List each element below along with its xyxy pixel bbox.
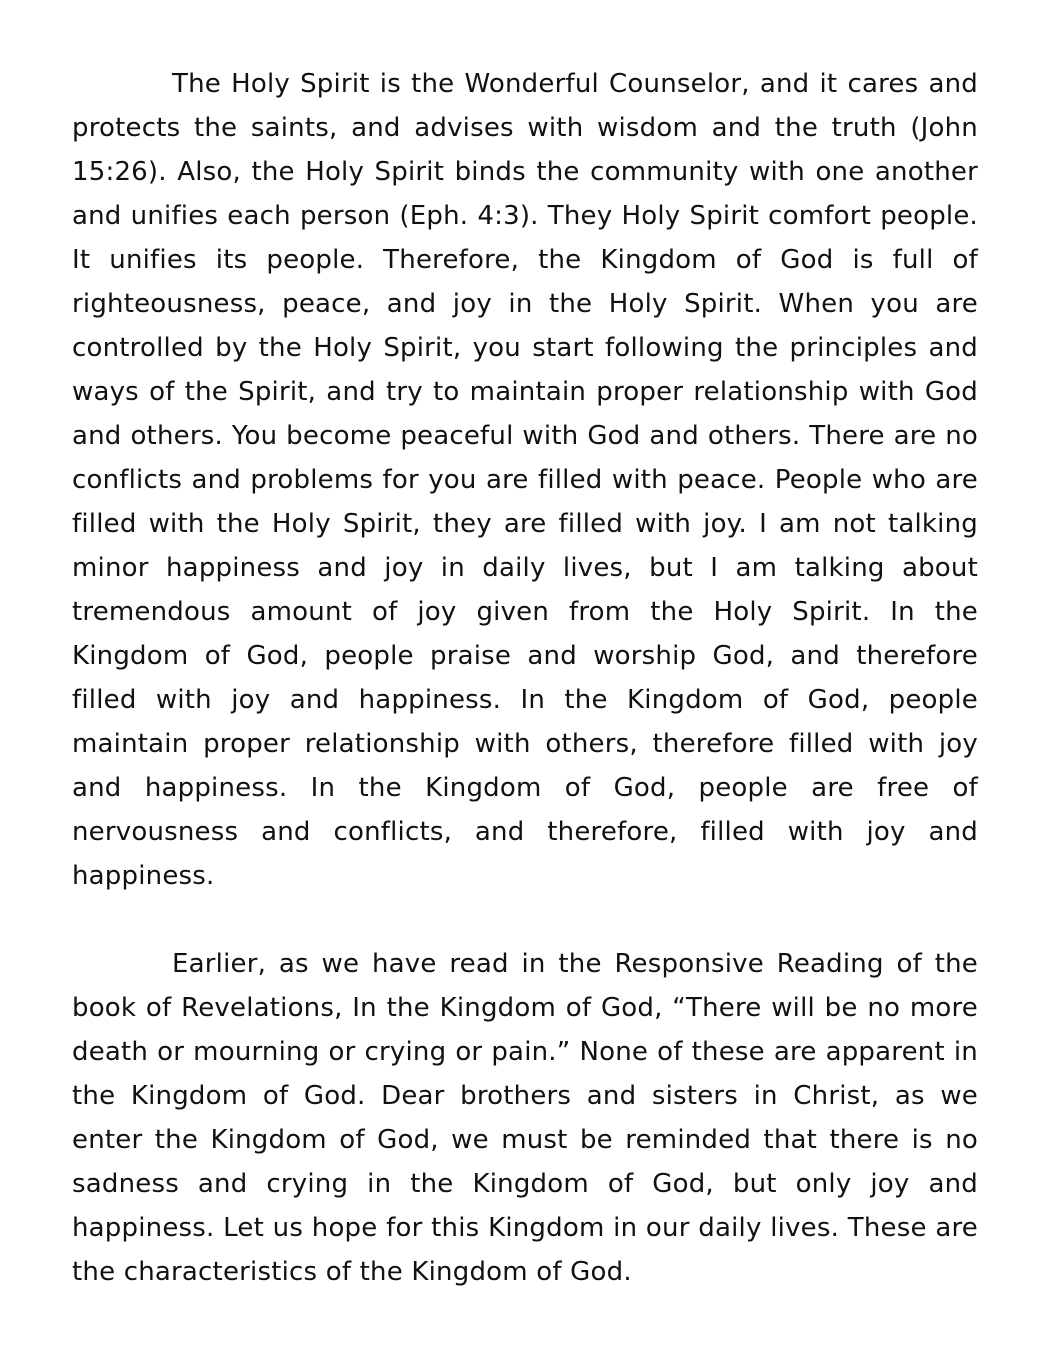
- document-page: [72, 62, 978, 1294]
- paragraph-holy-spirit-counselor: The Holy Spirit is the Wonderful Counselor, and it cares and protects the saints, and advises with wisdom and the truth (John 15:26). Also, the Holy Spirit binds the community with one another and unifies each person (Eph. 4:3). They Holy Spirit comfort people. It unifies its people. Therefore, the Kingdom of God is full of righteousness, peace, and joy in the Holy Spirit. When you are controlled by the Holy Spirit, you start following the principles and ways of the Spirit, and try to maintain proper relationship with God and others. You become peaceful with God and others. There are no conflicts and problems for you are filled with peace. People who are filled with the Holy Spirit, they are filled with joy. I am not talking minor happiness and joy in daily lives, but I am talking about tremendous amount of joy given from the Holy Spirit. In the Kingdom of God, people praise and worship God, and therefore filled with joy and happiness. In the Kingdom of God, people maintain proper relationship with others, therefore filled with joy and happiness. In the Kingdom of God, people are free of nervousness and conflicts, and therefore, filled with joy and happiness.: [72, 69, 978, 891]
- paragraph-kingdom-characteristics: Earlier, as we have read in the Responsive Reading of the book of Revelations, In the Kingdom of God, “There will be no more death or mourning or crying or pain.” None of these are apparent in the Kingdom of God. Dear brothers and sisters in Christ, as we enter the Kingdom of God, we must be reminded that there is no sadness and crying in the Kingdom of God, but only joy and happiness. Let us hope for this Kingdom in our daily lives. These are the characteristics of the Kingdom of God.: [72, 949, 978, 1287]
